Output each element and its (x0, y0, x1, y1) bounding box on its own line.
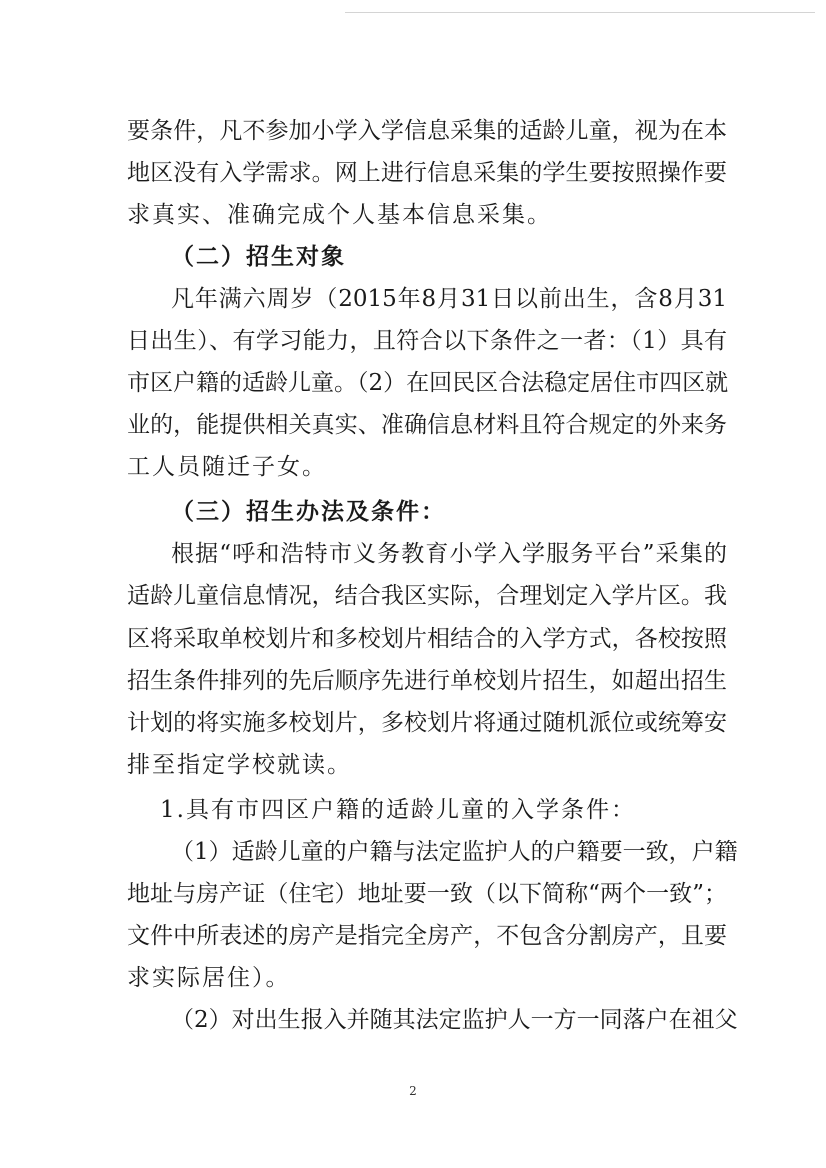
scan-edge-line (345, 12, 815, 13)
body-line: 日出生）、有学习能力，且符合以下条件之一者：（1）具有 (127, 328, 727, 354)
body-line: 排至指定学校就读。 (127, 752, 352, 778)
subsection-heading: 1.具有市四区户籍的适龄儿童的入学条件： (160, 797, 636, 823)
page-number: 2 (409, 1084, 417, 1098)
body-line: 要条件，凡不参加小学入学信息采集的适龄儿童，视为在本 (127, 118, 727, 144)
body-line: （2）对出生报入并随其法定监护人一方一同落户在祖父 (171, 1007, 738, 1033)
body-line: 市区户籍的适龄儿童。（2）在回民区合法稳定居住市四区就 (127, 370, 729, 396)
body-line: 招生条件排列的先后顺序先进行单校划片招生，如超出招生 (127, 668, 727, 694)
section-heading: （二）招生对象 (171, 243, 346, 270)
body-line: 凡年满六周岁（2015年8月31日以前出生，含8月31 (171, 286, 727, 312)
body-line: 计划的将实施多校划片，多校划片将通过随机派位或统筹安 (127, 710, 727, 736)
section-heading: （三）招生办法及条件： (171, 498, 446, 525)
body-line: 地区没有入学需求。网上进行信息采集的学生要按照操作要 (127, 160, 727, 186)
body-line: 求实际居住）。 (127, 965, 291, 991)
body-line: 适龄儿童信息情况，结合我区实际，合理划定入学片区。我 (127, 583, 727, 609)
body-line: 区将采取单校划片和多校划片相结合的入学方式，各校按照 (127, 626, 727, 652)
body-line: （1）适龄儿童的户籍与法定监护人的户籍要一致，户籍 (171, 839, 738, 865)
body-line: 工人员随迁子女。 (127, 454, 327, 480)
body-line: 业的，能提供相关真实、准确信息材料且符合规定的外来务 (127, 412, 727, 438)
body-line: 求真实、准确完成个人基本信息采集。 (127, 202, 552, 228)
body-line: 文件中所表述的房产是指完全房产，不包含分割房产，且要 (127, 923, 727, 949)
body-line: 地址与房产证（住宅）地址要一致（以下简称“两个一致”； (127, 881, 727, 907)
body-line: 根据“呼和浩特市义务教育小学入学服务平台”采集的 (171, 541, 727, 567)
